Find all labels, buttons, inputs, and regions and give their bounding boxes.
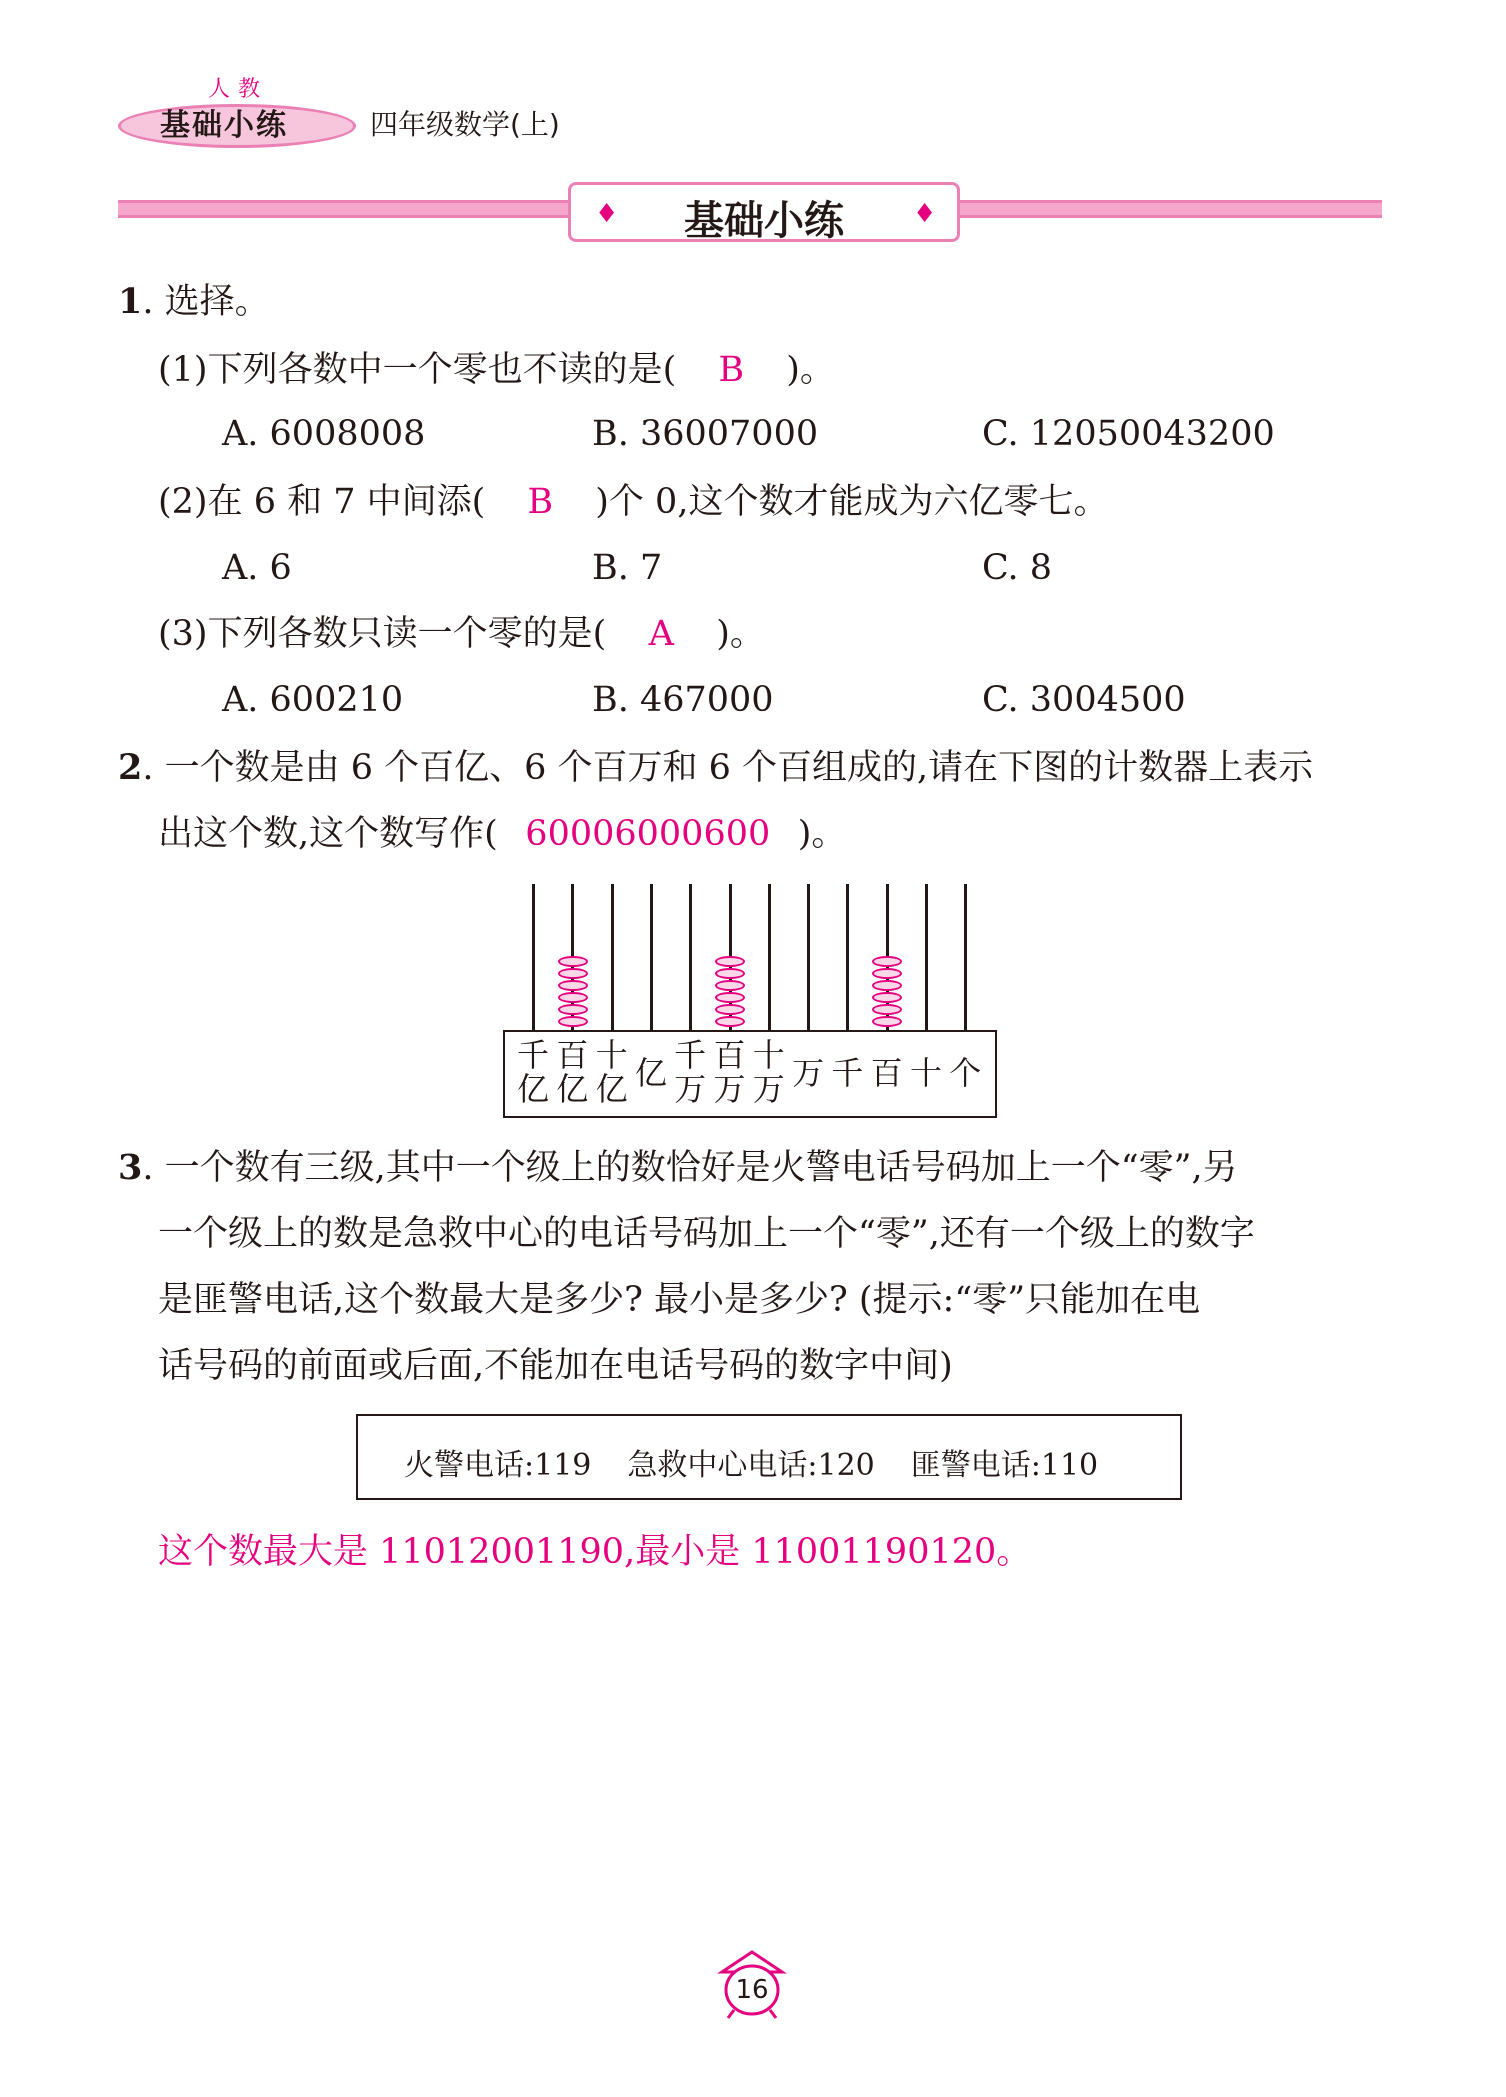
abacus-rod [768,884,771,1030]
fire-phone: 火警电话:119 [404,1448,592,1483]
publisher-label: 人教 [208,77,269,102]
question-3-line-4: 话号码的前面或后面,不能加在电话号码的数字中间) [158,1346,953,1386]
answer-text: A [648,614,674,654]
question-number: 3 [118,1147,143,1188]
option-a: A. 6008008 [222,414,426,454]
grade-label: 四年级数学(上) [370,108,560,141]
question-number: 2 [118,747,143,788]
abacus-bead [558,1004,588,1015]
abacus-place-label: 十 [909,1054,942,1092]
option-a: A. 600210 [222,680,404,720]
abacus-place-label: 万 [674,1070,707,1108]
option-b: B. 36007000 [592,414,819,454]
q1-part-1-prompt: (1)下列各数中一个零也不读的是( B )。 [158,350,835,390]
answer-text: B [718,350,745,390]
abacus-bead [558,980,588,991]
ambulance-phone: 急救中心电话:120 [627,1448,875,1483]
abacus-place-label: 万 [752,1070,785,1108]
abacus-place-label: 十 [595,1036,628,1074]
abacus-place-label: 百 [713,1036,746,1074]
abacus-rod [689,884,692,1030]
abacus-bead [715,968,745,979]
abacus-bead [872,1004,902,1015]
abacus-rod [846,884,849,1030]
page-number: 16 [735,1975,769,2005]
abacus-rod [807,884,810,1030]
question-3-line-1: 3. 一个数有三级,其中一个级上的数恰好是火警电话号码加上一个“零”,另 [118,1147,1238,1188]
section-bar-right [952,200,1382,218]
answer-text: 60006000600 [525,814,771,854]
question-3-answer: 这个数最大是 11012001190,最小是 11001190120。 [158,1532,1032,1572]
abacus-place-label: 万 [713,1070,746,1108]
option-c: C. 8 [982,548,1053,588]
section-bar-left [118,200,570,218]
abacus-bead [872,980,902,991]
series-logo-text: 基础小练 [160,108,288,143]
abacus-rod [650,884,653,1030]
abacus-place-label: 万 [792,1054,825,1092]
abacus-place-label: 千 [674,1036,707,1074]
abacus-bead [872,1016,902,1027]
abacus-place-label: 百 [556,1036,589,1074]
option-a: A. 6 [222,548,292,588]
q1-part-2-prompt: (2)在 6 和 7 中间添( B )个 0,这个数才能成为六亿零七。 [158,482,1109,522]
abacus-bead [715,1016,745,1027]
abacus-bead [558,1016,588,1027]
abacus-place-label: 千 [516,1036,549,1074]
option-c: C. 12050043200 [982,414,1275,454]
abacus-place-label: 亿 [516,1070,549,1108]
option-c: C. 3004500 [982,680,1186,720]
option-b: B. 7 [592,548,663,588]
question-3-line-3: 是匪警电话,这个数最大是多少? 最小是多少? (提示:“零”只能加在电 [158,1280,1201,1320]
abacus-place-label: 十 [752,1036,785,1074]
abacus-rod [532,884,535,1030]
abacus-place-label: 个 [949,1054,982,1092]
abacus-place-label: 千 [831,1054,864,1092]
police-phone: 匪警电话:110 [910,1448,1099,1483]
section-title-box [568,182,960,242]
abacus-place-label: 亿 [556,1070,589,1108]
question-1-stem: 1. 选择。 [118,281,270,322]
question-2-line-1: 2. 一个数是由 6 个百亿、6 个百万和 6 个百组成的,请在下图的计数器上表示 [118,747,1314,788]
phone-number-list [404,1440,1098,1484]
diamond-icon: ♦ [595,199,619,229]
option-b: B. 467000 [592,680,774,720]
abacus-bead [715,1004,745,1015]
abacus-rod [925,884,928,1030]
abacus-place-label: 亿 [595,1070,628,1108]
abacus-bead [558,968,588,979]
abacus-bead [558,956,588,967]
abacus-rod [964,884,967,1030]
abacus-bead [558,992,588,1003]
abacus-bead [715,980,745,991]
abacus-place-label: 亿 [634,1054,667,1092]
abacus-rod [611,884,614,1030]
diamond-icon: ♦ [913,199,937,229]
abacus-bead [715,992,745,1003]
abacus-bead [715,956,745,967]
question-2-line-2: 出这个数,这个数写作( 60006000600 )。 [158,814,847,854]
abacus-place-label: 百 [870,1054,903,1092]
abacus-bead [872,956,902,967]
abacus-bead [872,968,902,979]
section-title: 基础小练 [684,198,844,244]
question-number: 1 [118,281,143,322]
answer-text: B [527,482,554,522]
abacus-bead [872,992,902,1003]
q1-part-3-prompt: (3)下列各数只读一个零的是( A )。 [158,614,765,654]
question-3-line-2: 一个级上的数是急救中心的电话号码加上一个“零”,还有一个级上的数字 [158,1214,1255,1254]
